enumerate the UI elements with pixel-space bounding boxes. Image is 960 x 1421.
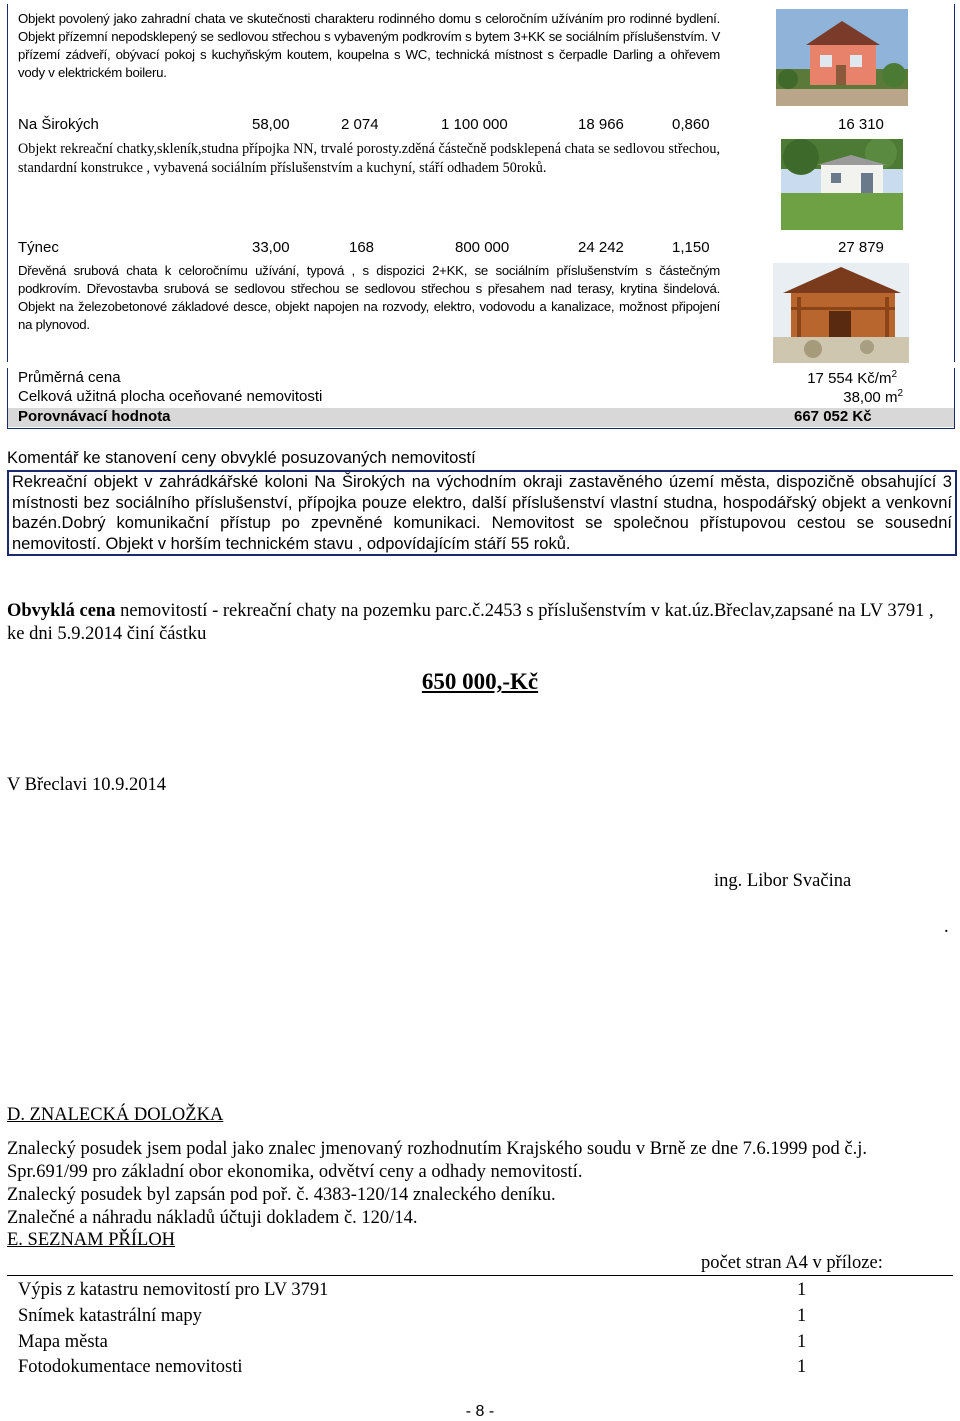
comparable-3-price: 800 000 — [455, 239, 510, 256]
comparable-3-photo — [773, 263, 909, 363]
trailing-dot: . — [944, 917, 949, 937]
attachment-name: Mapa města — [18, 1332, 108, 1352]
attachments-divider — [7, 1275, 953, 1276]
attachment-pages: 1 — [797, 1280, 807, 1300]
section-d-body — [7, 1138, 952, 1230]
section-d-line: Znalecký posudek jsem podal jako znalec jmenovaný rozhodnutím Krajského soudu v Brně ze dne 7.6.1999 pod č.j. — [7, 1139, 868, 1159]
comparable-1-description: Objekt povolený jako zahradní chata ve skutečnosti charakteru rodinného domu s celoročním užíváním pro rodinné bydlení. Objekt přízemní nepodsklepený se sedlovou střechou s vybaveným podkrovím s bytem 3+KK se sociálním příslušenstvím. V přízemí zádveří, obývací pokoj s kuchyňským koutem, koupelna s WC, technická místnost s čerpadle Darling a ohřevem vody v elektrickém boileru. — [18, 11, 720, 80]
comparable-3-location: Týnec — [18, 239, 59, 256]
attachment-name: Snímek katastrální mapy — [18, 1306, 202, 1326]
comparable-2-plot: 2 074 — [341, 116, 379, 133]
section-d-title: D. ZNALECKÁ DOLOŽKA — [7, 1105, 224, 1125]
summary-block — [7, 368, 955, 429]
comment-title: Komentář ke stanovení ceny obvyklé posuzovaných nemovitostí — [7, 449, 476, 467]
attachment-name: Fotodokumentace nemovitosti — [18, 1357, 243, 1377]
comparable-3-description: Dřevěná srubová chata k celoročnímu užívání, typová , s dispozici 2+KK, se sociálním příslušenstvím s částečným podkrovím. Dřevostavba srubová se sedlovou střechou se sedlovou střechou s přesahem nad terasy, krytina šindelová. Objekt na železobetonové základové desce, objekt napojen na rozvody, elektro, vodovodu a kanalizace, možnost připojení na plynovod. — [18, 263, 720, 332]
attachment-pages: 1 — [797, 1306, 807, 1326]
comparable-1-photo — [776, 9, 908, 106]
comparable-2-area: 58,00 — [252, 116, 290, 133]
section-d-line: Znalečné a náhradu nákladů účtuji dokladem č. 120/14. — [7, 1208, 418, 1228]
comparable-3-plot: 168 — [349, 239, 375, 256]
comparable-2-description: Objekt rekreační chatky,skleník,studna přípojka NN, trvalé porosty.zděná částečně podsklepená chata se sedlovou střechou, standardní konstrukce , vybavená sociálním příslušenstvím a kuchyní, stáří odhadem 50roků. — [18, 141, 720, 176]
comparable-2-adjusted-price: 16 310 — [838, 116, 884, 133]
comparable-2-price: 1 100 000 — [441, 116, 508, 133]
comparison-value-amount: 667 052 Kč — [794, 408, 872, 425]
comparable-3-area: 33,00 — [252, 239, 290, 256]
comparable-2-coefficient: 0,860 — [672, 116, 710, 133]
signature-name: ing. Libor Svačina — [714, 871, 852, 891]
average-price-label: Průměrná cena — [18, 369, 121, 386]
comparable-3-coefficient: 1,150 — [672, 239, 710, 256]
comparable-3-unit-price: 24 242 — [578, 239, 624, 256]
comparable-2-unit-price: 18 966 — [578, 116, 624, 133]
comparable-2-location: Na Širokých — [18, 116, 99, 133]
section-d-line: Spr.691/99 pro základní obor ekonomika, odvětví ceny a odhady nemovitostí. — [7, 1162, 583, 1182]
page-number: - 8 - — [465, 1403, 495, 1420]
section-e-title: E. SEZNAM PŘÍLOH — [7, 1230, 176, 1250]
section-d-line: Znalecký posudek byl zapsán pod poř. č. 4383-120/14 znaleckého deníku. — [7, 1185, 556, 1205]
attachment-pages: 1 — [797, 1332, 807, 1352]
comparable-3-data-row — [0, 239, 960, 257]
total-area-value: 38,00 $m^2$ — [843, 388, 903, 406]
comparable-2-photo — [781, 139, 903, 230]
comparable-3-adjusted-price: 27 879 — [838, 239, 884, 256]
attachment-name: Výpis z katastru nemovitostí pro LV 3791 — [18, 1280, 329, 1300]
place-and-date: V Břeclavi 10.9.2014 — [7, 775, 166, 795]
attachment-pages: 1 — [797, 1357, 807, 1377]
comparable-2-data-row — [0, 116, 960, 134]
comparison-value-label: Porovnávací hodnota — [18, 408, 171, 425]
comment-text: Rekreační objekt v zahrádkářské koloni Na Širokých na východním okraji zastavěného území města, dispozičně obsahující 3 místnosti bez sociálního příslušenství, přípojka pouze elektro, další příslušenství vlastní studna, hospodářský objekt a venkovní bazén.Dobrý komunikační přístup po zpevněné komunikaci. Nemovitost se společnou přístupovou cestou se sousední nemovitostí. Objekt v horším technickém stavu , odpovídajícím stáří 55 roků. — [7, 470, 957, 556]
usual-price-amount: 650 000,-Kč — [421, 669, 539, 694]
attachments-pages-header: počet stran A4 v příloze: — [701, 1253, 883, 1273]
average-price-value: 17 554 $Kč/m^2$ — [807, 369, 897, 387]
total-area-label: Celková užitná plocha oceňované nemovitosti — [18, 388, 323, 405]
usual-price-statement: Obvyklá cena nemovitostí - rekreační chaty na pozemku parc.č.2453 s příslušenstvím v kat.úz.Břeclav,zapsané na LV 3791 , ke dni 5.9.2014 činí částku — [7, 601, 934, 644]
